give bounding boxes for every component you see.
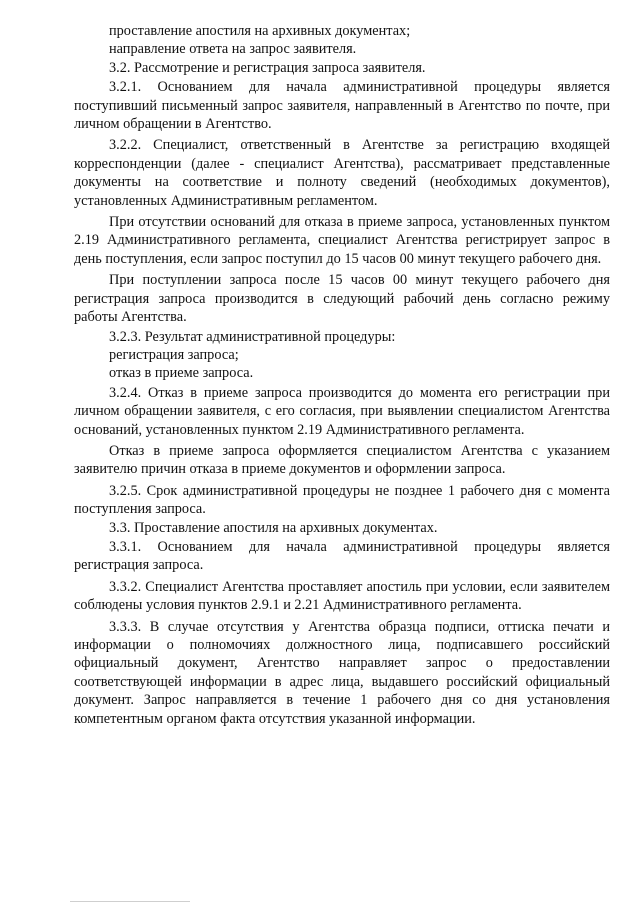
paragraph-3-2-1: 3.2.1. Основанием для начала административной процедуры является поступивший письменный запрос заявителя, направленный в Агентство по почте, при личном обращении в Агентство. (74, 79, 610, 133)
paragraph-3-2-5: 3.2.5. Срок административной процедуры не позднее 1 рабочего дня с момента поступления запроса. (74, 482, 610, 518)
list-item-registration: регистрация запроса; (109, 346, 239, 363)
paragraph-registration-no-grounds: При отсутствии оснований для отказа в приеме запроса, установленных пунктом 2.19 Административного регламента, специалист Агентства регистрирует запрос в день поступления, если запрос поступил до 15 часов 00 минут текущего рабочего дня. (74, 214, 610, 267)
paragraph-3-3-2: 3.3.2. Специалист Агентства проставляет апостиль при условии, если заявителем соблюдены условия пунктов 2.9.1 и 2.21 Административного регламента. (74, 578, 610, 614)
section-heading-3-3: 3.3. Проставление апостиля на архивных документах. (109, 519, 438, 536)
paragraph-3-3-1: 3.3.1. Основанием для начала административной процедуры является регистрация запроса. (74, 538, 610, 574)
list-item-apostille: проставление апостиля на архивных документах; (109, 23, 411, 39)
paragraph-3-2-3: 3.2.3. Результат административной процедуры: (109, 328, 396, 345)
list-item-refusal: отказ в приеме запроса. (109, 365, 254, 382)
paragraph-3-2-2: 3.2.2. Специалист, ответственный в Агентстве за регистрацию входящей корреспонденции (далее - специалист Агентства), рассматривает представленные документы на соответствие и полноту сведений (необходимых документов), установленных Административным регламентом. (74, 137, 610, 209)
paragraph-3-2-4: 3.2.4. Отказ в приеме запроса производится до момента его регистрации при личном обращении заявителя, с его согласия, при выявлении специалистом Агентства оснований, установленных пунктом 2.19 Административного регламента. (74, 384, 610, 438)
list-item-response: направление ответа на запрос заявителя. (109, 41, 357, 58)
paragraph-3-3-3: 3.3.3. В случае отсутствия у Агентства образца подписи, оттиска печати и информации о полномочиях должностного лица, подписавшего российский официальный документ, Агентство направляет запрос о предоставлении соответствующей информации в адрес лица, выдавшего российский официальный документ. Запрос направляется в течение 1 рабочего дня со дня установления компетентным органом факта отсутствия указанной информации. (74, 618, 610, 727)
scan-edge-divider (70, 901, 190, 902)
paragraph-refusal-processing: Отказ в приеме запроса оформляется специалистом Агентства с указанием заявителю причин отказа в приеме документов и оформлении запроса. (74, 442, 610, 478)
section-heading-3-2: 3.2. Рассмотрение и регистрация запроса заявителя. (109, 59, 426, 76)
paragraph-registration-after-15: При поступлении запроса после 15 часов 00 минут текущего рабочего дня регистрация запроса производится в следующий рабочий день согласно режиму работы Агентства. (74, 272, 610, 326)
